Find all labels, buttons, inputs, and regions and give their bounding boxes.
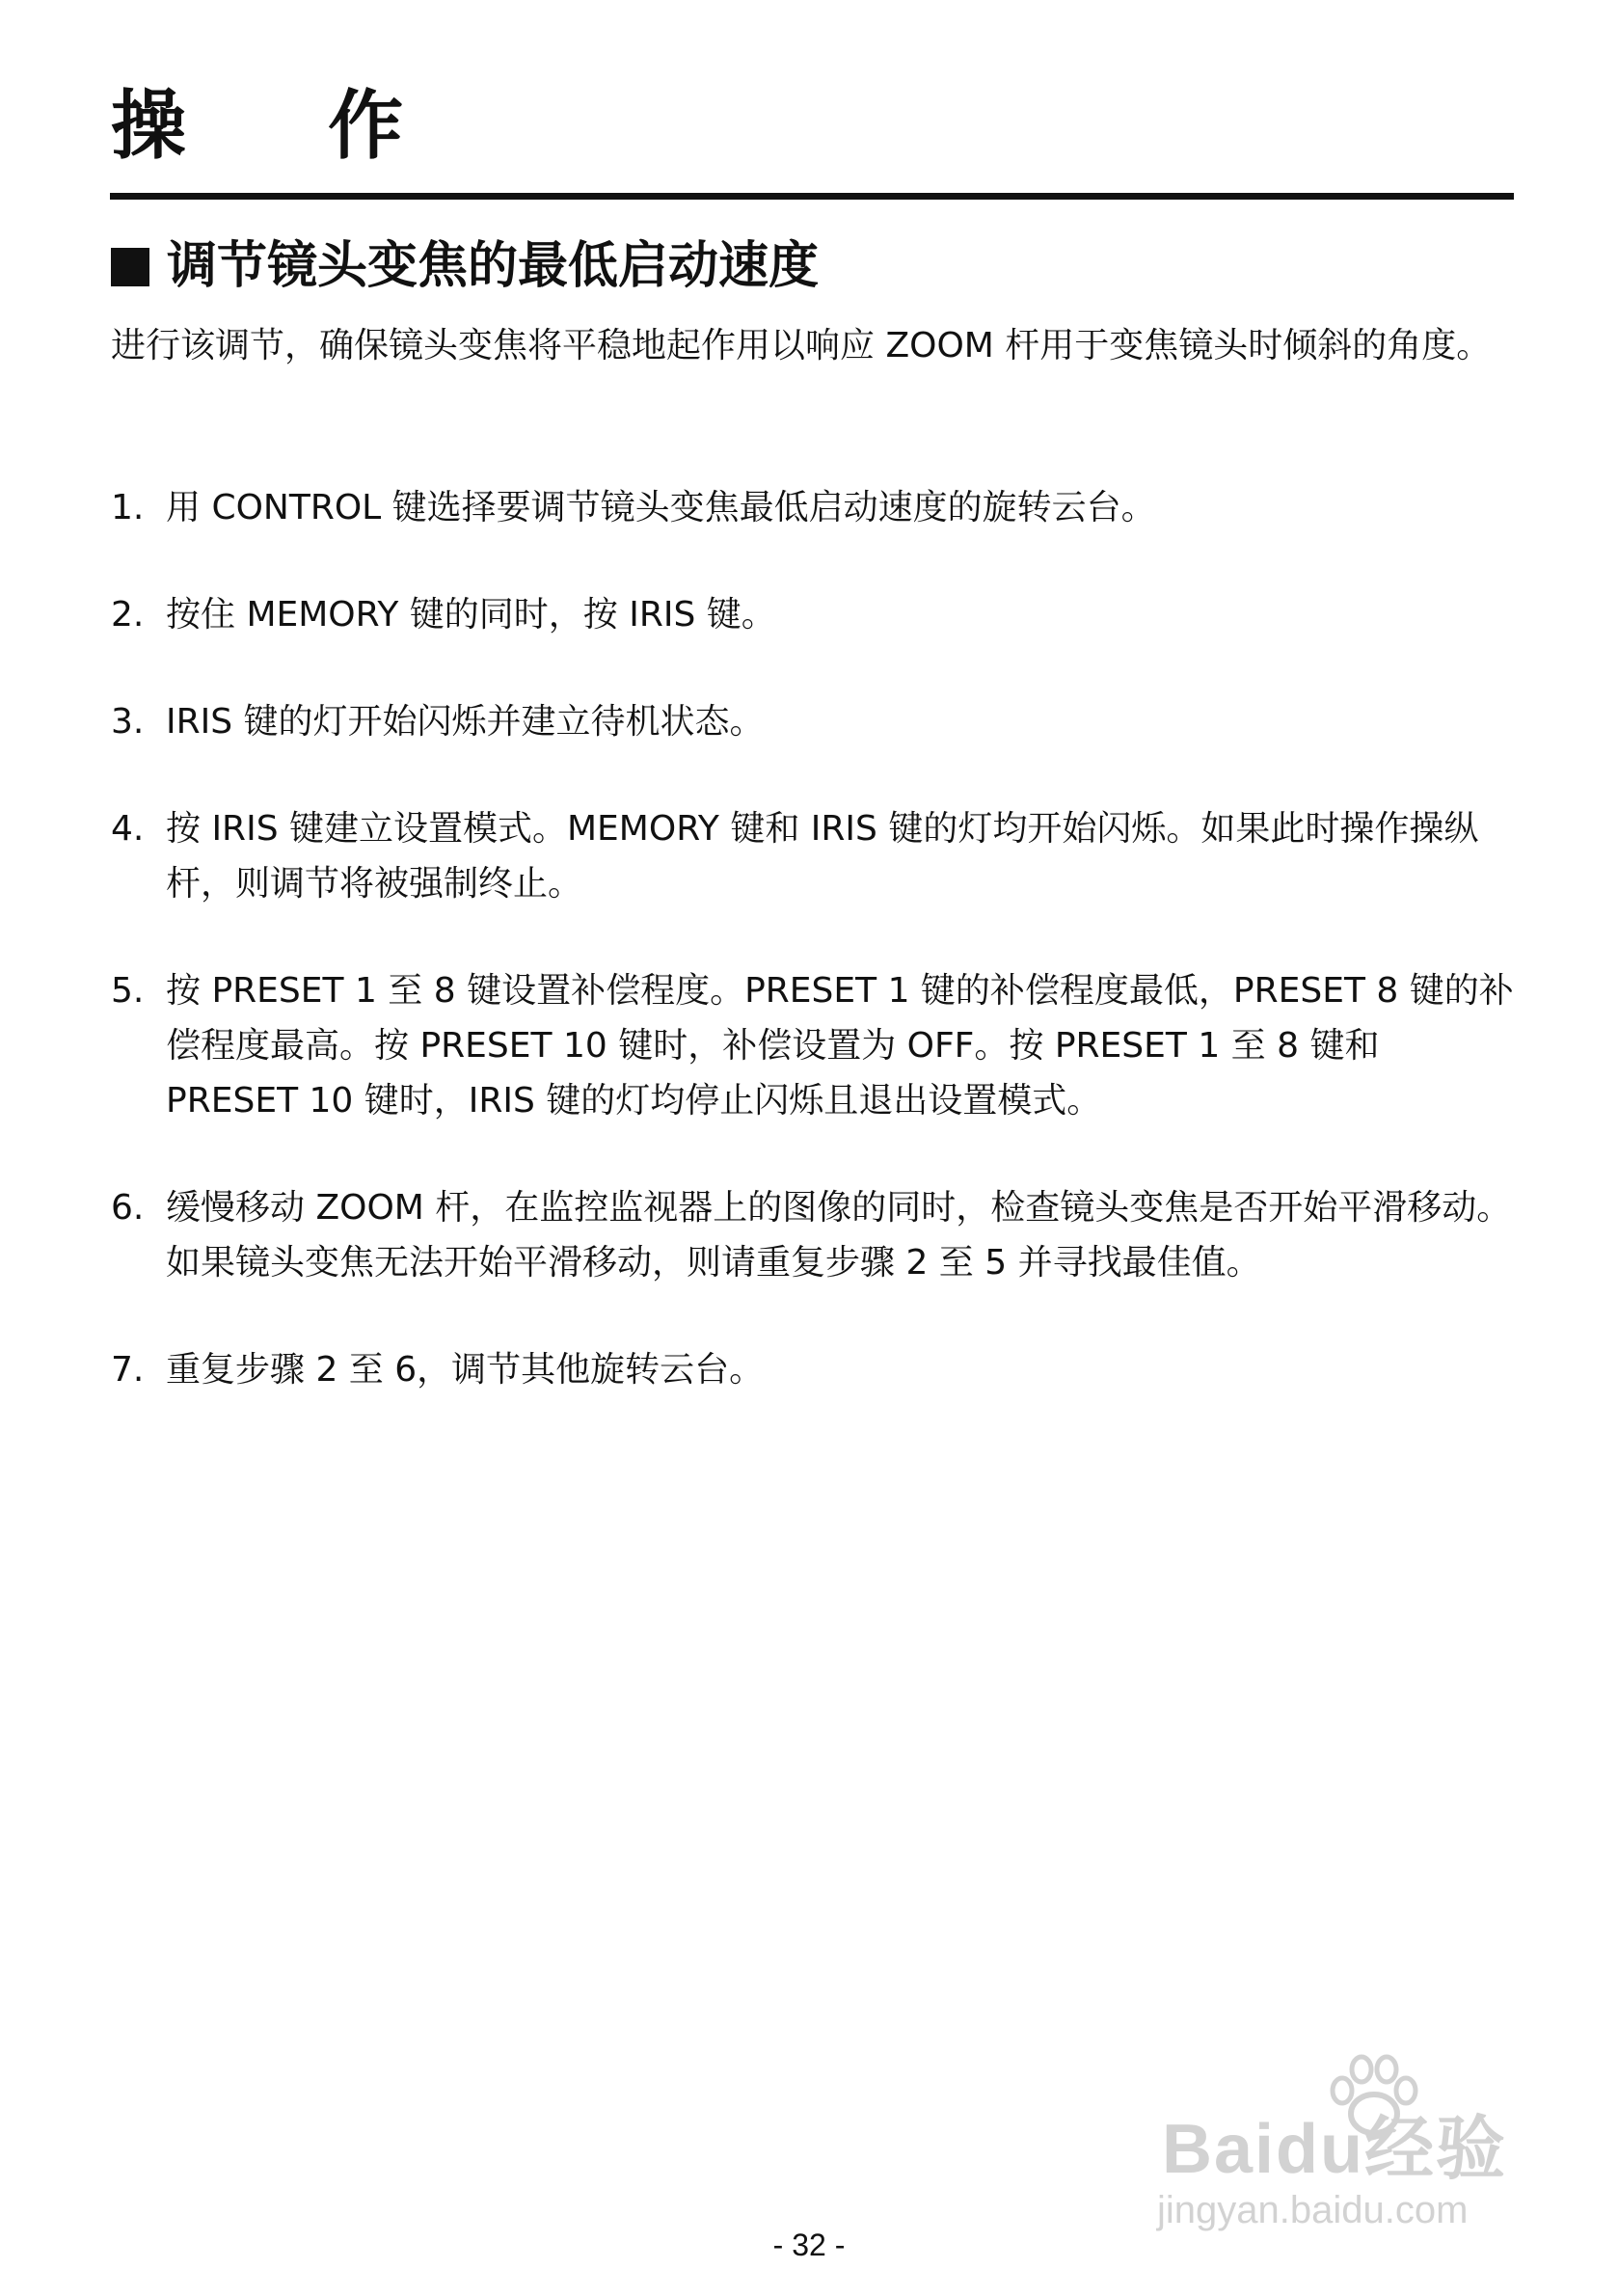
title-divider [110, 193, 1514, 200]
watermark-url: jingyan.baidu.com [1157, 2189, 1469, 2231]
step-number: 5. [111, 971, 145, 1011]
list-item [111, 963, 1519, 1128]
list-item [111, 587, 1519, 642]
step-note: 如果镜头变焦无法开始平滑移动，则请重复步骤 2 至 5 并寻找最佳值。 [166, 1243, 1261, 1283]
baidu-watermark [1147, 2054, 1533, 2247]
step-text: 重复步骤 2 至 6，调节其他旋转云台。 [166, 1350, 765, 1390]
step-text: 按住 MEMORY 键的同时，按 IRIS 键。 [166, 595, 776, 635]
step-number: 4. [111, 809, 145, 849]
section-title: 调节镜头变焦的最低启动速度 [167, 237, 820, 295]
list-item [111, 1342, 1519, 1397]
step-text: 缓慢移动 ZOOM 杆，在监控监视器上的图像的同时，检查镜头变焦是否开始平滑移动。 [166, 1188, 1512, 1228]
list-item [111, 801, 1519, 911]
step-number: 2. [111, 595, 145, 635]
step-text: 按 IRIS 键建立设置模式。MEMORY 键和 IRIS 键的灯均开始闪烁。如果此时操作操纵杆，则调节将被强制终止。 [166, 809, 1479, 904]
section-heading [111, 239, 819, 294]
black-square-icon [111, 248, 149, 286]
step-number: 7. [111, 1350, 145, 1390]
steps-list [111, 480, 1519, 1449]
chapter-title: 操 作 [111, 83, 462, 170]
step-number: 1. [111, 488, 145, 527]
list-item [111, 694, 1519, 749]
list-item [111, 480, 1519, 535]
step-number: 6. [111, 1188, 145, 1228]
step-text: IRIS 键的灯开始闪烁并建立待机状态。 [166, 702, 765, 742]
step-number: 3. [111, 702, 145, 742]
watermark-logo: Baidu经验 [1162, 2111, 1508, 2188]
step-text: 按 PRESET 1 至 8 键设置补偿程度。PRESET 1 键的补偿程度最低，PRESET 8 键的补偿程度最高。按 PRESET 10 键时，补偿设置为 OFF。按 PRESET 1 至 8 键和 PRESET 10 键时，IRIS 键的灯均停止闪烁且退出设置模式。 [166, 971, 1514, 1121]
step-text: 用 CONTROL 键选择要调节镜头变焦最低启动速度的旋转云台。 [166, 488, 1156, 527]
intro-paragraph: 进行该调节，确保镜头变焦将平稳地起作用以响应 ZOOM 杆用于变焦镜头时倾斜的角度。 [111, 326, 1492, 365]
list-item [111, 1180, 1519, 1290]
page-number: - 32 - [772, 2228, 846, 2262]
